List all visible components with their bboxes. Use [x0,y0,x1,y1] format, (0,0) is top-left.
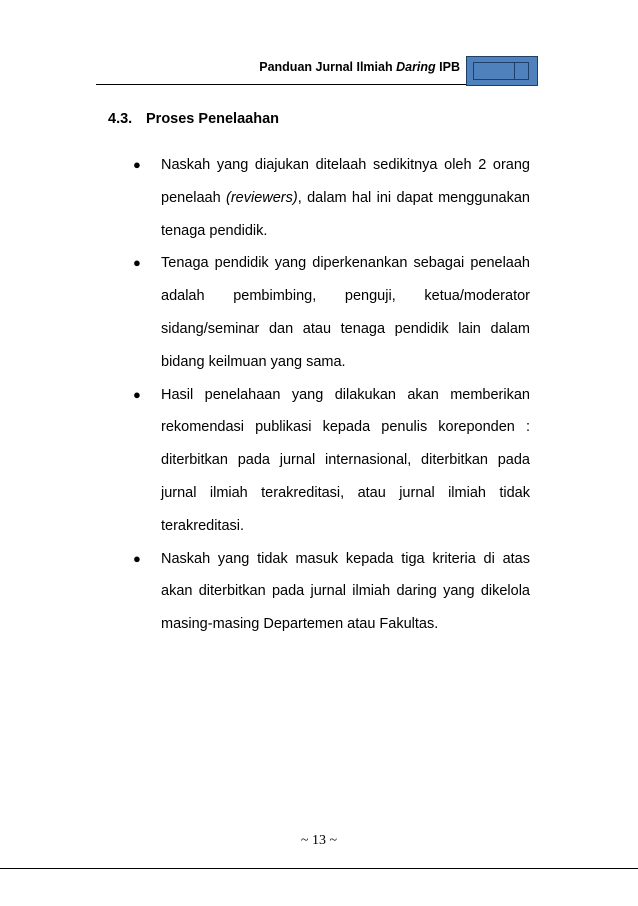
section-title: Proses Penelaahan [146,111,279,127]
header-decoration-inner [473,62,529,80]
header-title-italic: Daring [396,60,436,74]
list-item-text: Tenaga pendidik yang diperkenankan sebagai penelaah adalah pembimbing, penguji, ketua/moderator sidang/seminar dan atau tenaga pendidik lain dalam bidang keilmuan yang sama. [161,255,530,370]
list-item [132,247,530,378]
bullet-icon: ● [133,550,141,566]
list-item [132,379,530,543]
bullet-icon: ● [133,157,141,172]
list-item-italic: (reviewers) [226,189,298,206]
footer-rule [0,868,638,869]
header-decoration-divider [514,63,515,79]
bullet-icon: ● [133,386,141,402]
header-rule [96,84,466,85]
list-item [132,543,530,641]
list-item-text: Naskah yang tidak masuk kepada tiga kriteria di atas akan diterbitkan pada jurnal ilmiah daring yang dikelola masing-masing Departemen atau Fakultas. [161,550,530,633]
list-item-text-after: , dalam hal ini dapat menggunakan tenaga pendidik. [161,189,530,239]
header-title-suffix: IPB [435,60,460,74]
list-item-text: Naskah yang diajukan ditelaah sedikitnya oleh 2 orang penelaah [161,157,530,206]
page-number: ~ 13 ~ [300,833,338,848]
section-heading [108,111,279,127]
header-decoration-box [466,56,538,86]
bullet-icon: ● [133,255,141,271]
bullet-list [132,149,530,641]
section-number: 4.3. [108,111,133,127]
header-title-prefix: Panduan Jurnal Ilmiah [259,60,397,74]
list-item-text: Hasil penelahaan yang dilakukan akan memberikan rekomendasi publikasi kepada penulis koreponden : diterbitkan pada jurnal internasional, diterbitkan pada jurnal ilmiah terakreditasi, atau jurnal ilmiah tidak terakreditasi. [161,386,530,534]
list-item [132,149,530,247]
running-header [0,60,460,74]
